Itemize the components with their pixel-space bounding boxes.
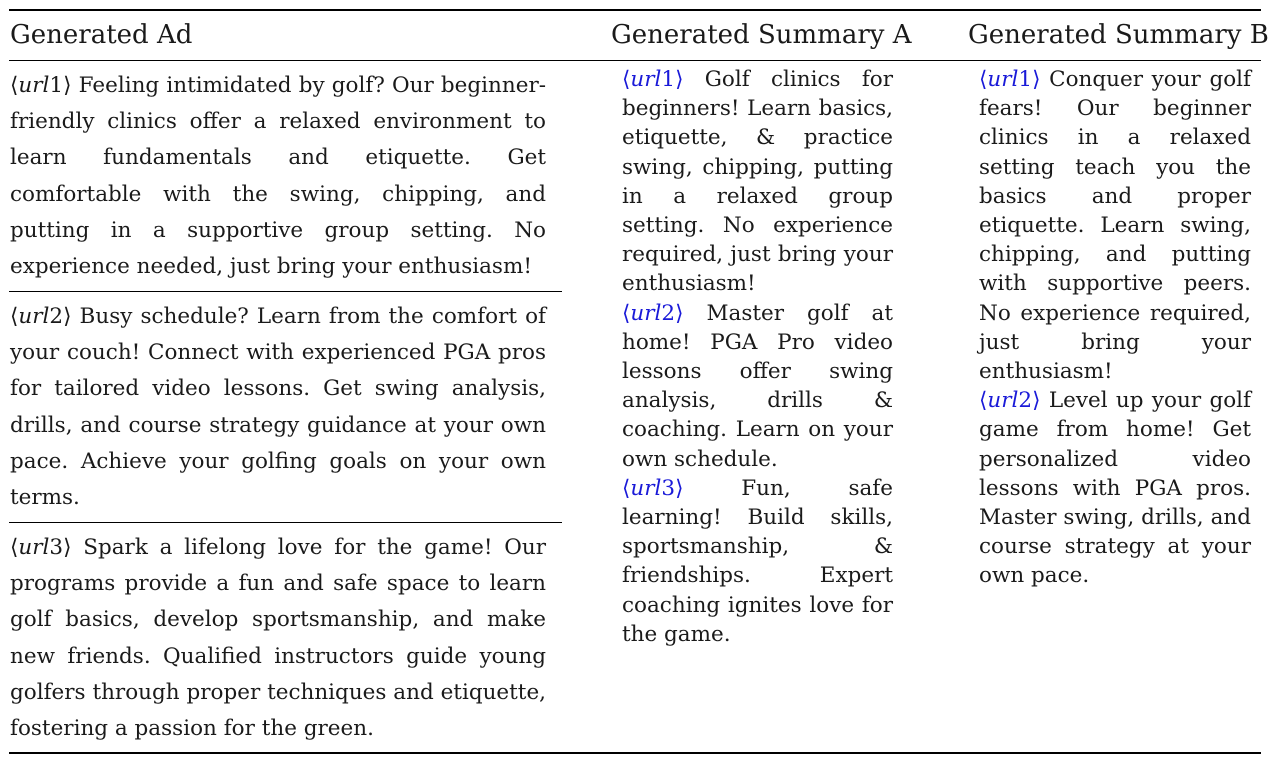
- ad-row-divider-2: [9, 522, 562, 523]
- summary-text: Fun, safe learning! Build skills, sportsmanship, & friendships. Expert coaching ignites love for the game.: [622, 475, 893, 647]
- ad-row-divider-1: [9, 291, 562, 292]
- summary-a-item: [622, 474, 893, 649]
- ad-text: Spark a lifelong love for the game! Our programs provide a fun and safe space to learn golf basics, develop sportsmanship, and make new friends. Qualified instructors guide young golfers through proper techniques and etiquette, fostering a passion for the green.: [10, 535, 546, 742]
- ad-cell-2: [10, 299, 546, 516]
- header-rule: [9, 60, 1261, 61]
- summary-text: Level up your golf game from home! Get personalized video lessons with PGA pros. Master swing, drills, and course strategy at your own pace.: [979, 388, 1251, 589]
- top-rule: [9, 9, 1261, 11]
- ad-text: Busy schedule? Learn from the comfort of your couch! Connect with experienced PGA pros for tailored video lessons. Get swing analysis, drills, and course strategy guidance at your own pace. Achieve your golfing goals on your own terms.: [10, 304, 546, 511]
- bottom-rule: [9, 752, 1261, 754]
- summary-a-item: [622, 65, 893, 299]
- summary-b-cell: [979, 65, 1251, 591]
- url-link[interactable]: ⟨url2⟩: [979, 388, 1041, 414]
- ad-text: Feeling intimidated by golf? Our beginner-friendly clinics offer a relaxed environment to learn fundamentals and etiquette. Get comfortable with the swing, chipping, and putting in a supportive group setting. No experience needed, just bring your enthusiasm!: [10, 73, 546, 280]
- url-link[interactable]: ⟨url1⟩: [622, 67, 684, 92]
- ad-cell-1: [10, 68, 546, 285]
- summary-text: Golf clinics for beginners! Learn basics, etiquette, & practice swing, chipping, putting in a relaxed group setting. No experience required, just bring your enthusiasm!: [622, 67, 893, 297]
- url-tag: ⟨url3⟩: [10, 535, 72, 560]
- ad-cell-3: [10, 530, 546, 747]
- url-link[interactable]: ⟨url1⟩: [979, 67, 1041, 92]
- url-tag: ⟨url2⟩: [10, 304, 72, 329]
- header-generated-summary-b: Generated Summary B: [968, 20, 1269, 50]
- header-generated-ad: Generated Ad: [10, 20, 193, 50]
- summary-a-cell: [622, 65, 893, 649]
- header-generated-summary-a: Generated Summary A: [611, 20, 912, 50]
- url-link[interactable]: ⟨url2⟩: [622, 300, 684, 326]
- summary-a-item: [622, 299, 893, 474]
- url-link[interactable]: ⟨url3⟩: [622, 475, 684, 501]
- summary-b-item: [979, 65, 1251, 386]
- summary-text: Master golf at home! PGA Pro video lessons offer swing analysis, drills & coaching. Learn on your own schedule.: [622, 300, 893, 472]
- summary-b-item: [979, 386, 1251, 590]
- url-tag: ⟨url1⟩: [10, 73, 72, 98]
- summary-text: Conquer your golf fears! Our beginner clinics in a relaxed setting teach you the basics and proper etiquette. Learn swing, chipping, and putting with supportive peers. No experience required, just bring your enthusiasm!: [979, 67, 1251, 385]
